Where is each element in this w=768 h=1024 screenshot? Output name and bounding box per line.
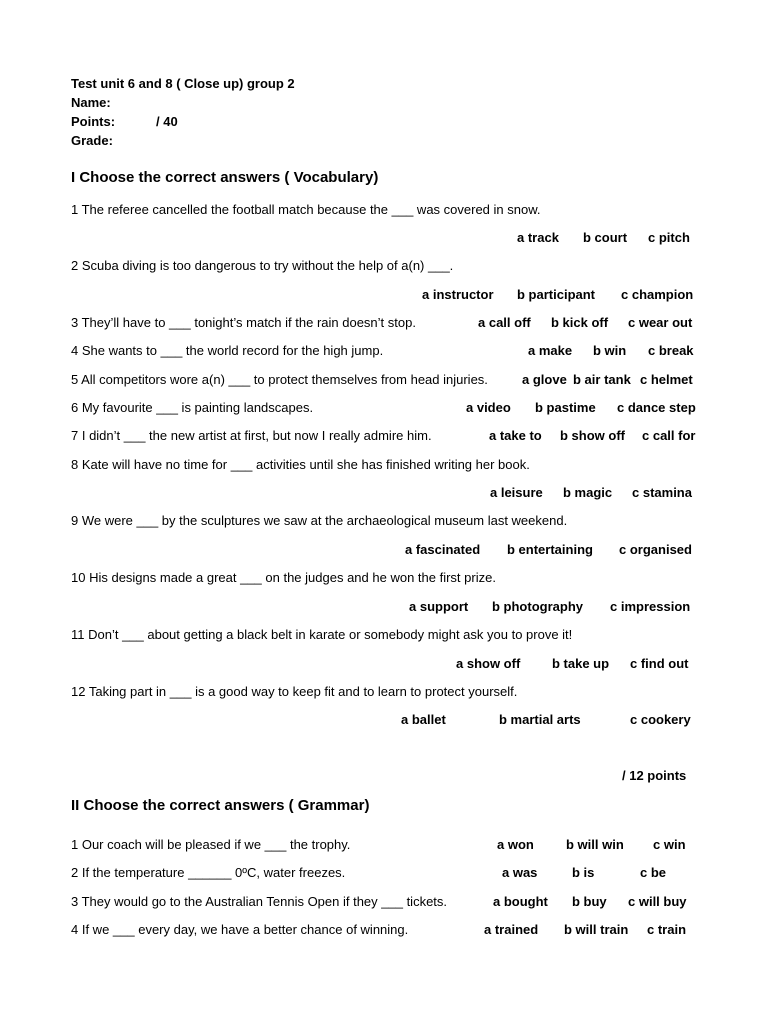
vocab-q12-option-c: c cookery [630,712,691,727]
vocab-q10-option-b: b photography [492,599,583,614]
name-label: Name: [71,95,111,110]
vocab-q2-option-a: a instructor [422,287,494,302]
grammar-question-4: 4 If we ___ every day, we have a better chance of winning. [71,922,409,937]
grammar-q1-option-b: b will win [566,837,624,852]
vocab-question-7: 7 I didn’t ___ the new artist at first, but now I really admire him. [71,428,432,443]
vocab-question-11: 11 Don’t ___ about getting a black belt in karate or somebody might ask you to prove it! [71,627,573,642]
vocab-q9-option-b: b entertaining [507,542,593,557]
vocab-question-6: 6 My favourite ___ is painting landscapes. [71,400,314,415]
vocab-q10-option-c: c impression [610,599,691,614]
grammar-question-1: 1 Our coach will be pleased if we ___ the trophy. [71,837,351,852]
vocab-q11-option-a: a show off [456,656,521,671]
vocabulary-section-title: I Choose the correct answers ( Vocabulary) [71,169,379,186]
points-total: / 40 [156,114,178,129]
vocab-q1-option-a: a track [517,230,559,245]
grammar-q4-option-b: b will train [564,922,629,937]
vocab-q6-option-b: b pastime [535,400,596,415]
grammar-q3-option-c: c will buy [628,894,687,909]
vocab-q12-option-a: a ballet [401,712,446,727]
vocab-q7-option-b: b show off [560,428,625,443]
vocab-q12-option-b: b martial arts [499,712,581,727]
test-title: Test unit 6 and 8 ( Close up) group 2 [71,76,295,91]
points-label: Points: [71,114,116,129]
grammar-q3-option-b: b buy [572,894,607,909]
vocab-q4-option-c: c break [648,343,694,358]
vocab-question-2: 2 Scuba diving is too dangerous to try without the help of a(n) ___. [71,258,454,273]
vocab-q6-option-c: c dance step [617,400,696,415]
vocab-q5-option-b: b air tank [573,372,631,387]
grammar-q4-option-a: a trained [484,922,539,937]
vocab-question-1: 1 The referee cancelled the football match because the ___ was covered in snow. [71,202,541,217]
vocab-q1-option-b: b court [583,230,628,245]
grammar-q1-option-a: a won [497,837,534,852]
grammar-q1-option-c: c win [653,837,686,852]
vocab-q4-option-b: b win [593,343,627,358]
grammar-section-title: II Choose the correct answers ( Grammar) [71,797,370,814]
grammar-q2-option-c: c be [640,865,667,880]
vocab-q8-option-a: a leisure [490,485,543,500]
grammar-q3-option-a: a bought [493,894,548,909]
vocab-q8-option-c: c stamina [632,485,692,500]
vocab-q11-option-c: c find out [630,656,689,671]
grammar-question-2: 2 If the temperature ______ 0ºC, water freezes. [71,865,346,880]
vocab-question-8: 8 Kate will have no time for ___ activities until she has finished writing her book. [71,457,530,472]
vocab-q1-option-c: c pitch [648,230,690,245]
vocab-q7-option-a: a take to [489,428,542,443]
vocab-q10-option-a: a support [409,599,469,614]
grammar-question-3: 3 They would go to the Australian Tennis Open if they ___ tickets. [71,894,448,909]
vocab-question-12: 12 Taking part in ___ is a good way to keep fit and to learn to protect yourself. [71,684,518,699]
vocab-question-10: 10 His designs made a great ___ on the judges and he won the first prize. [71,570,496,585]
vocab-q11-option-b: b take up [552,656,610,671]
vocab-q3-option-c: c wear out [628,315,693,330]
grade-label: Grade: [71,133,113,148]
vocab-question-5: 5 All competitors wore a(n) ___ to protect themselves from head injuries. [71,372,488,387]
vocab-question-4: 4 She wants to ___ the world record for the high jump. [71,343,384,358]
grammar-q2-option-a: a was [502,865,538,880]
vocab-q2-option-c: c champion [621,287,694,302]
vocab-q9-option-c: c organised [619,542,692,557]
vocab-q3-option-b: b kick off [551,315,609,330]
vocab-q6-option-a: a video [466,400,511,415]
vocab-q9-option-a: a fascinated [405,542,481,557]
vocab-q7-option-c: c call for [642,428,696,443]
vocab-q5-option-c: c helmet [640,372,693,387]
vocab-question-9: 9 We were ___ by the sculptures we saw at the archaeological museum last weekend. [71,513,568,528]
vocab-q8-option-b: b magic [563,485,613,500]
vocab-q3-option-a: a call off [478,315,531,330]
vocab-question-3: 3 They’ll have to ___ tonight’s match if the rain doesn’t stop. [71,315,416,330]
vocab-q4-option-a: a make [528,343,573,358]
vocab-q5-option-a: a glove [522,372,567,387]
vocabulary-points: / 12 points [622,768,687,783]
grammar-q4-option-c: c train [647,922,687,937]
grammar-q2-option-b: b is [572,865,595,880]
vocab-q2-option-b: b participant [517,287,596,302]
